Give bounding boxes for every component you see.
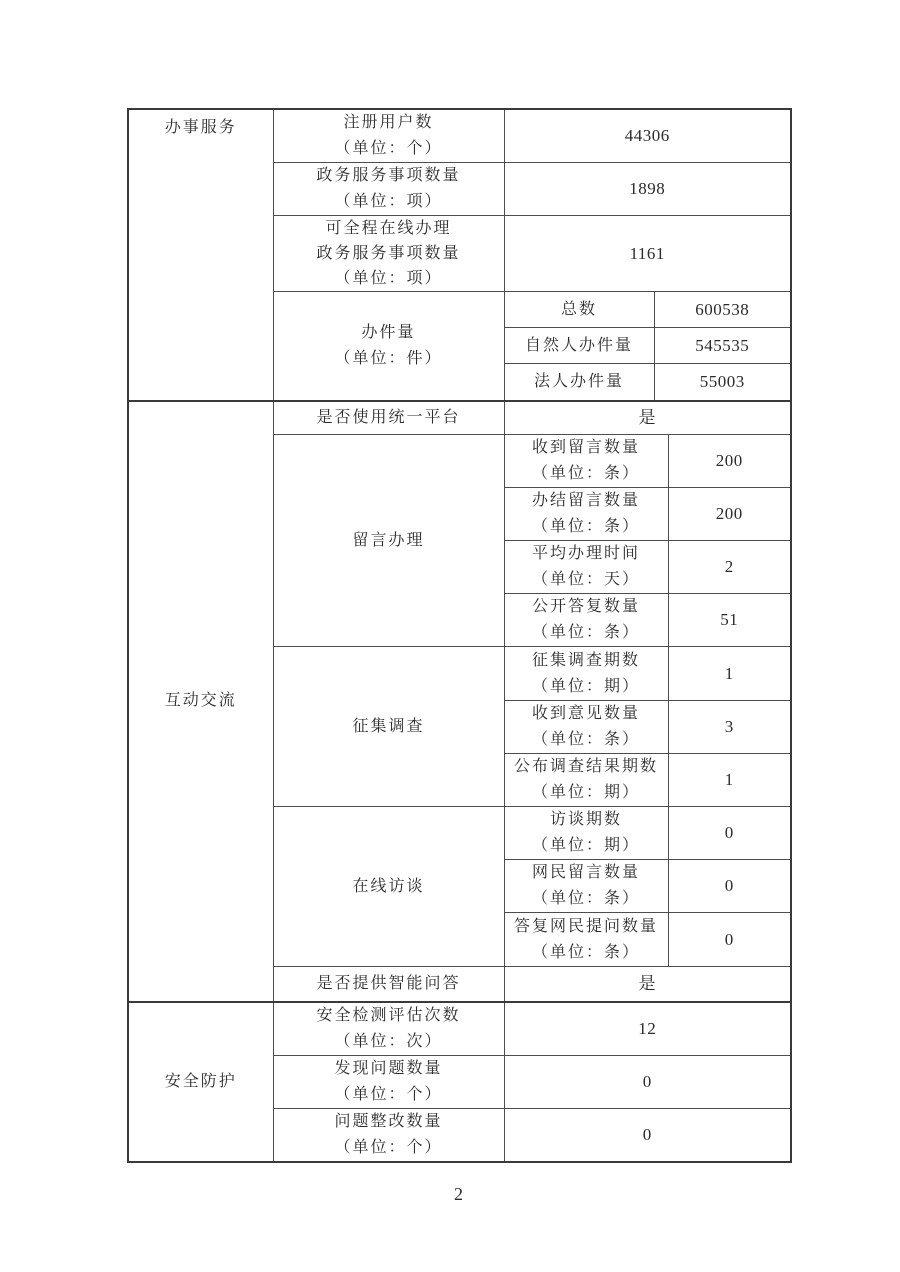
cell-interview-periods-label [504, 807, 668, 860]
label-unit: （单位：条） [531, 943, 640, 961]
cell-service-items-value: 1898 [504, 163, 791, 216]
cell-msg-replies-value: 51 [668, 594, 791, 647]
category-interaction-label: 互动交流 [164, 692, 237, 709]
row-security-checks [128, 1002, 791, 1056]
cell-unified-platform-label: 是否使用统一平台 [273, 401, 504, 435]
cell-survey-opinions-label [504, 701, 668, 754]
cell-cases-label [273, 292, 504, 401]
cell-online-items-value: 1161 [504, 216, 791, 292]
label-unit: （单位：期） [531, 677, 640, 695]
cell-interview-periods-value: 0 [668, 807, 791, 860]
report-table [127, 108, 792, 1163]
cell-group-message [273, 435, 504, 647]
label-line: 办件量 [361, 323, 416, 341]
label-unit: （单位：期） [531, 784, 640, 801]
cell-security-checks-value: 12 [504, 1002, 791, 1056]
label-unit: （单位：个） [334, 1138, 443, 1156]
cell-category-interaction [128, 401, 273, 1002]
cell-survey-periods-label [504, 647, 668, 701]
group-message-label: 留言办理 [352, 531, 425, 549]
cell-msg-avg-time-label [504, 541, 668, 594]
category-security-label: 安全防护 [164, 1072, 237, 1090]
label-unit: （单位：天） [531, 571, 640, 588]
label-unit: （单位：条） [531, 624, 640, 641]
label-unit: （单位：项） [334, 270, 443, 287]
label-line: 问题整改数量 [334, 1112, 443, 1130]
cell-cases-total-label: 总数 [504, 292, 654, 328]
group-survey-label: 征集调查 [352, 717, 425, 735]
group-interview-label: 在线访谈 [352, 877, 425, 895]
label-line: 发现问题数量 [334, 1059, 443, 1077]
label-line: 政务服务事项数量 [316, 245, 461, 262]
label-unit: （单位：条） [531, 731, 640, 748]
label-unit: （单位：个） [334, 140, 443, 157]
label-unit: （单位：条） [531, 518, 640, 535]
label-line: 收到留言数量 [531, 439, 640, 456]
cell-problems-found-label [273, 1055, 504, 1108]
cell-smart-qa-label: 是否提供智能问答 [273, 967, 504, 1002]
cell-survey-results-value: 1 [668, 754, 791, 807]
label-line: 网民留言数量 [531, 864, 640, 881]
label-unit: （单位：件） [334, 349, 443, 367]
cell-interview-answers-value: 0 [668, 913, 791, 967]
label-line: 可全程在线办理 [325, 220, 452, 237]
label-line: 答复网民提问数量 [513, 917, 658, 935]
cell-survey-opinions-value: 3 [668, 701, 791, 754]
cell-category-service [128, 109, 273, 401]
cell-cases-legal-label: 法人办件量 [504, 364, 654, 401]
label-unit: （单位：次） [334, 1032, 443, 1050]
cell-msg-received-value: 200 [668, 435, 791, 488]
label-line: 平均办理时间 [531, 545, 640, 562]
cell-survey-periods-value: 1 [668, 647, 791, 701]
label-unit: （单位：个） [334, 1085, 443, 1103]
category-service-label: 办事服务 [164, 119, 237, 136]
cell-online-items-label [273, 216, 504, 292]
label-line: 办结留言数量 [531, 492, 640, 509]
cell-msg-avg-time-value: 2 [668, 541, 791, 594]
label-line: 政务服务事项数量 [316, 167, 461, 184]
cell-msg-replies-label [504, 594, 668, 647]
cell-security-checks-label [273, 1002, 504, 1056]
cell-registered-users-value: 44306 [504, 109, 791, 163]
label-unit: （单位：条） [531, 890, 640, 907]
label-unit: （单位：期） [531, 837, 640, 854]
label-line: 公布调查结果期数 [513, 758, 658, 775]
cell-survey-results-label [504, 754, 668, 807]
cell-msg-completed-label [504, 488, 668, 541]
row-registered-users [128, 109, 791, 163]
cell-group-survey [273, 647, 504, 807]
label-unit: （单位：项） [334, 193, 443, 210]
label-line: 征集调查期数 [531, 651, 640, 669]
cell-problems-fixed-label [273, 1108, 504, 1162]
cell-registered-users-label [273, 109, 504, 163]
cell-interview-answers-label [504, 913, 668, 967]
cell-smart-qa-value: 是 [504, 967, 791, 1002]
cell-msg-completed-value: 200 [668, 488, 791, 541]
label-line: 注册用户数 [343, 114, 434, 131]
cell-cases-total-value: 600538 [654, 292, 791, 328]
cell-category-security [128, 1002, 273, 1162]
label-line: 收到意见数量 [531, 705, 640, 722]
cell-problems-fixed-value: 0 [504, 1108, 791, 1162]
label-unit: （单位：条） [531, 465, 640, 482]
label-line: 安全检测评估次数 [316, 1006, 461, 1024]
cell-group-interview [273, 807, 504, 967]
row-unified-platform [128, 401, 791, 435]
cell-interview-messages-label [504, 860, 668, 913]
label-line: 访谈期数 [549, 811, 622, 828]
label-line: 公开答复数量 [531, 598, 640, 615]
cell-unified-platform-value: 是 [504, 401, 791, 435]
cell-service-items-label [273, 163, 504, 216]
cell-msg-received-label [504, 435, 668, 488]
cell-interview-messages-value: 0 [668, 860, 791, 913]
cell-cases-natural-label: 自然人办件量 [504, 328, 654, 364]
cell-cases-natural-value: 545535 [654, 328, 791, 364]
page-number: 2 [454, 1184, 463, 1204]
cell-cases-legal-value: 55003 [654, 364, 791, 401]
cell-problems-found-value: 0 [504, 1055, 791, 1108]
